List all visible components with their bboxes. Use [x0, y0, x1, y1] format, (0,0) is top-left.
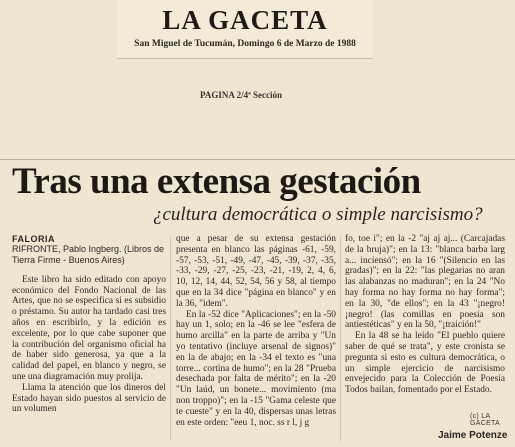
paragraph: En la 48 se ha leído "El pueblo quiere saber de qué se trata", y este cronista se pregunta si esto es cultura democrática, o un simple ejercicio de narcisismo envejecido para la Colección de Poesía Todos bailan, fomentado por el Estado.: [345, 331, 505, 396]
newspaper-name: LA GACETA: [162, 5, 328, 35]
book-title: FALORIA: [12, 234, 55, 244]
book-details: RIFRONTE, Pablo Ingberg. (Libros de Tierra Firme - Buenos Aires): [12, 244, 165, 265]
author-byline: Jaime Potenze: [438, 430, 508, 441]
paragraph: Llama la atención que los dineros del Estado hayan sido puestos al servicio de un volumen: [12, 382, 166, 415]
article-column-1: [12, 234, 166, 415]
book-source: [12, 234, 166, 265]
copyright-credit: (c) LA GACETA: [470, 413, 501, 427]
masthead-clipping: [117, 0, 373, 59]
paragraph: Este libro ha sido editado con apoyo económico del Fondo Nacional de las Artes, que no se especifica si es subsidio o préstamo. Su autor ha tardado casi tres años en escribirlo, y la edición es excelente, por lo que cabe suponer que la contribución del organismo oficial ha de haber sido generosa, ya que a la calidad del papel, en blanco y negro, se une una diagramación muy prolija.: [12, 274, 166, 383]
paragraph: que a pesar de su extensa gestación presenta en blanco las páginas -61, -59, -57, -53, -51, -49, -47, -45, -39, -37, -35, -33, -29, -27, -25, -23, -21, -19, 2, 4, 6, 10, 12, 14, 44, 52, 54, 56 y 58, al tiempo que en la 34 dice "página en blanco" y en la 36, "idem".: [176, 234, 336, 309]
column-gutter: [340, 236, 341, 441]
clipping-top-edge: [0, 159, 515, 160]
subheadline: ¿cultura democrática o simple narcisismo?: [153, 204, 483, 225]
dateline: San Miguel de Tucumán, Domingo 6 de Marzo de 1988: [134, 39, 356, 49]
column-gutter: [170, 236, 171, 441]
article-column-2: [176, 234, 336, 428]
paragraph: En la -52 dice "Aplicaciones"; en la -50 hay un 1, solo; en la -46 se lee "esfera de humo arcilla" en la parte de arriba y "Un yo tentativo (incluye arsenal de signos)" en la de abajo; en la -34 el texto es "una torre... cortina de humo"; en la 28 "Prueba desechada por falta de mérito"; en la -20 "Un laúd, un bonete... movimiento (ma non troppo)"; en la -15 "Gama celeste que te cueste" y en la 40, dispersas unas letras en este orden: "eeu 1, noc. ss r l, j g: [176, 309, 336, 428]
headline: Tras una extensa gestación: [12, 161, 421, 202]
section-label: PAGINA 2/4ª Sección: [200, 90, 283, 100]
paragraph: fo, toe i"; en la -2 "aj aj aj... (Carcajadas de la bruja)"; en la 13: "blanca barba larg a... inciensó"; en la 16 "(Silencio en las gradas)"; en la 22: "las plegarias no aran las alabanzas no maduran"; en la 24 "No hay forma no hay forma no hay forma"; en la 30, "de ellos"; en la 43 "¡negro! ¡negro! (las comillas en poesía son antiestéticas" y en la 50, "¡traición!": [345, 234, 505, 331]
article-column-3: [345, 234, 505, 396]
